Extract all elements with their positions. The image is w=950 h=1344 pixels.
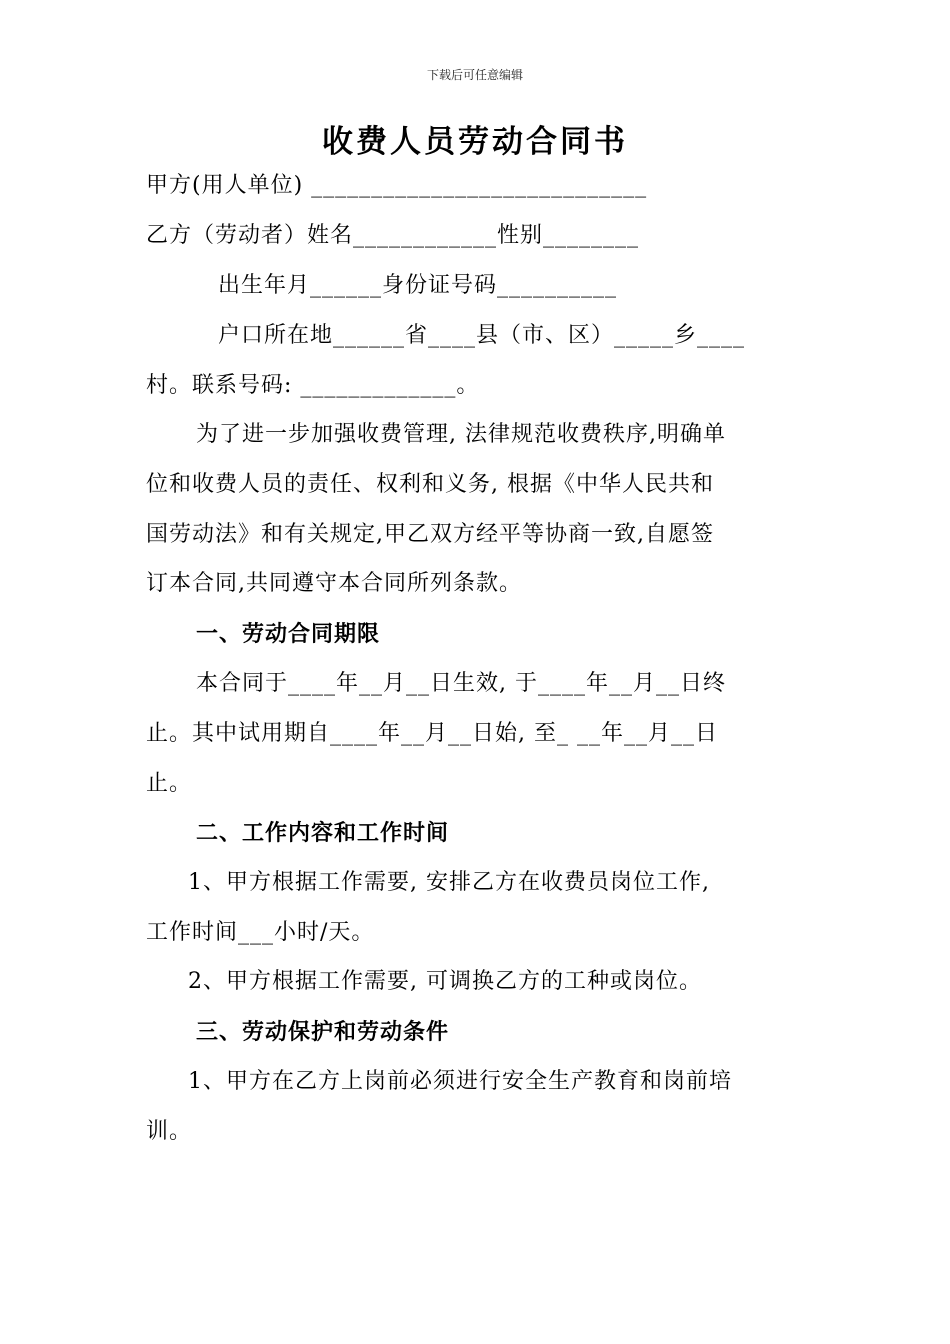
term-line-2: 止。其中试用期自____年__月__日始, 至_ __年__月__日 — [146, 721, 718, 746]
phone-line: 村。联系号码: _____________。 — [146, 373, 480, 398]
section-heading-2: 二、工作内容和工作时间 — [196, 820, 450, 846]
preamble-line-2: 位和收费人员的责任、权利和义务, 根据《中华人民共和 — [146, 472, 714, 497]
work-clause-1-cont: 工作时间___小时/天。 — [146, 920, 375, 945]
work-clause-1: 1、甲方根据工作需要, 安排乙方在收费员岗位工作, — [188, 870, 710, 895]
preamble-line-3: 国劳动法》和有关规定,甲乙双方经平等协商一致,自愿签 — [146, 522, 714, 547]
header-note: 下载后可任意编辑 — [426, 68, 523, 82]
term-line-1: 本合同于____年__月__日生效, 于____年__月__日终 — [196, 671, 726, 696]
protection-clause-1: 1、甲方在乙方上岗前必须进行安全生产教育和岗前培 — [188, 1069, 732, 1094]
party-b-line: 乙方（劳动者）姓名____________性别________ — [146, 223, 640, 248]
preamble-line-1: 为了进一步加强收费管理, 法律规范收费秩序,明确单 — [196, 422, 726, 447]
residence-line: 户口所在地______省____县（市、区）_____乡____ — [218, 323, 746, 348]
party-a-line: 甲方(用人单位) ____________________________ — [146, 173, 648, 198]
section-heading-1: 一、劳动合同期限 — [196, 621, 381, 647]
term-line-3: 止。 — [146, 771, 193, 796]
protection-clause-1-cont: 训。 — [146, 1119, 193, 1144]
section-heading-3: 三、劳动保护和劳动条件 — [196, 1019, 450, 1045]
work-clause-2: 2、甲方根据工作需要, 可调换乙方的工种或岗位。 — [188, 969, 702, 994]
birth-id-line: 出生年月______身份证号码__________ — [218, 273, 618, 298]
preamble-line-4: 订本合同,共同遵守本合同所列条款。 — [146, 571, 522, 596]
document-title: 收费人员劳动合同书 — [322, 124, 628, 160]
